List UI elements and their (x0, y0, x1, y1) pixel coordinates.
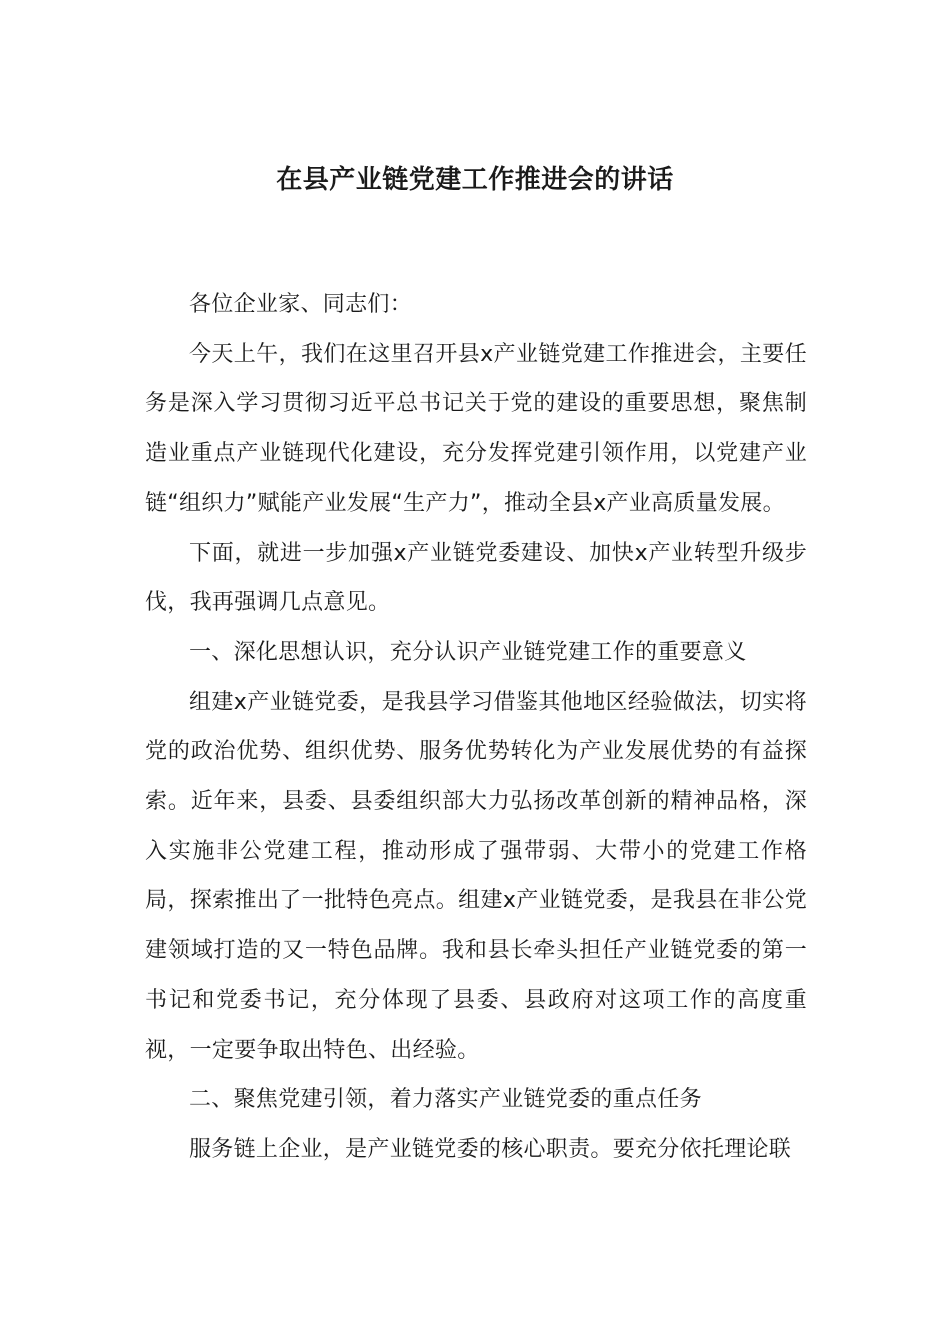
section-heading-1: 一、深化思想认识，充分认识产业链党建工作的重要意义 (189, 639, 747, 665)
transition-paragraph: 下面，就进一步加强x产业链党委建设、加快x产业转型升级步伐，我再强调几点意见。 (145, 540, 807, 616)
intro-paragraph: 今天上午，我们在这里召开县x产业链党建工作推进会，主要任务是深入学习贯彻习近平总书记关于党的建设的重要思想，聚焦制造业重点产业链现代化建设，充分发挥党建引领作用，以党建产业链“组织力”赋能产业发展“生产力”，推动全县x产业高质量发展。 (145, 341, 807, 516)
section-heading-2: 二、聚焦党建引领，着力落实产业链党委的重点任务 (189, 1087, 702, 1113)
section-2-paragraph: 服务链上企业，是产业链党委的核心职责。要充分依托理论联 (189, 1136, 792, 1162)
document-body (145, 280, 807, 1175)
salutation-paragraph: 各位企业家、同志们： (189, 292, 413, 317)
section-1-paragraph: 组建x产业链党委，是我县学习借鉴其他地区经验做法，切实将党的政治优势、组织优势、服务优势转化为产业发展优势的有益探索。近年来，县委、县委组织部大力弘扬改革创新的精神品格，深入实施非公党建工程，推动形成了强带弱、大带小的党建工作格局，探索推出了一批特色亮点。组建x产业链党委，是我县在非公党建领域打造的又一特色品牌。我和县长牵头担任产业链党委的第一书记和党委书记，充分体现了县委、县政府对这项工作的高度重视，一定要争取出特色、出经验。 (145, 689, 807, 1063)
document-title: 在县产业链党建工作推进会的讲话 (276, 165, 674, 195)
